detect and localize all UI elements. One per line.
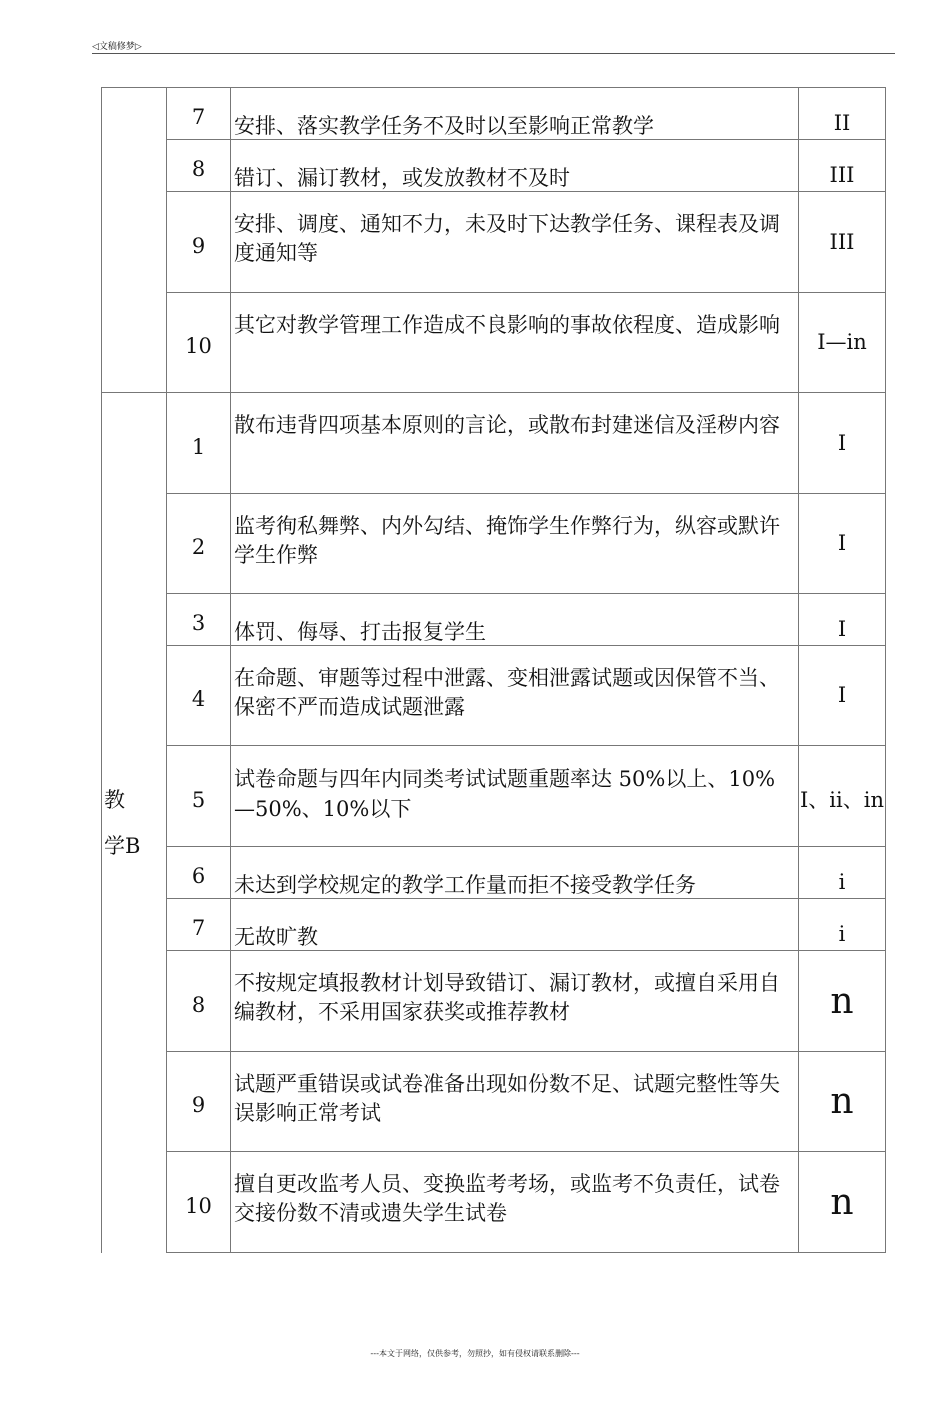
category-cell: 教学B: [102, 393, 167, 1253]
row-grade: n: [799, 1052, 886, 1152]
table-row: [102, 594, 886, 646]
row-grade: III: [799, 140, 886, 192]
row-number: 8: [167, 951, 231, 1052]
row-grade: i: [799, 847, 886, 899]
page-header: ◁文稿修梦▷: [92, 42, 142, 52]
row-grade: i: [799, 899, 886, 951]
row-number: 2: [167, 494, 231, 594]
row-grade: I: [799, 594, 886, 646]
row-description: 错订、漏订教材，或发放教材不及时: [231, 140, 799, 192]
row-description: 安排、落实教学任务不及时以至影响正常教学: [231, 88, 799, 140]
row-description: 监考徇私舞弊、内外勾结、掩饰学生作弊行为，纵容或默许学生作弊: [231, 494, 799, 594]
row-grade: n: [799, 1152, 886, 1253]
row-description: 其它对教学管理工作造成不良影响的事故依程度、造成影响: [231, 293, 799, 393]
table-row: [102, 1052, 886, 1152]
row-description: 散布违背四项基本原则的言论，或散布封建迷信及淫秽内容: [231, 393, 799, 494]
table-row: [102, 192, 886, 293]
row-number: 5: [167, 746, 231, 847]
row-description: 试题严重错误或试卷准备出现如份数不足、试题完整性等失误影响正常考试: [231, 1052, 799, 1152]
page-footer: ---本文于网络，仅供参考，勿照抄，如有侵权请联系删除---: [370, 1349, 580, 1358]
row-grade: I、ii、in: [799, 746, 886, 847]
row-number: 9: [167, 1052, 231, 1152]
row-number: 10: [167, 293, 231, 393]
row-description: 无故旷教: [231, 899, 799, 951]
row-description: 在命题、审题等过程中泄露、变相泄露试题或因保管不当、保密不严而造成试题泄露: [231, 646, 799, 746]
row-number: 10: [167, 1152, 231, 1253]
row-number: 1: [167, 393, 231, 494]
row-number: 4: [167, 646, 231, 746]
row-grade: II: [799, 88, 886, 140]
row-number: 8: [167, 140, 231, 192]
row-grade: I—in: [799, 293, 886, 393]
table-row: [102, 88, 886, 140]
row-grade: I: [799, 646, 886, 746]
table-row: [102, 847, 886, 899]
category-cell: [102, 88, 167, 393]
row-number: 3: [167, 594, 231, 646]
row-grade: I: [799, 494, 886, 594]
table-row: [102, 1152, 886, 1253]
row-description: 擅自更改监考人员、变换监考考场，或监考不负责任，试卷交接份数不清或遗失学生试卷: [231, 1152, 799, 1253]
row-number: 7: [167, 899, 231, 951]
row-grade: n: [799, 951, 886, 1052]
table-row: [102, 646, 886, 746]
table-row: [102, 494, 886, 594]
table-row: [102, 393, 886, 494]
table-row: [102, 899, 886, 951]
table-row: [102, 293, 886, 393]
incident-table: [101, 87, 886, 1253]
table-row: [102, 746, 886, 847]
header-rule: [92, 53, 895, 54]
row-number: 7: [167, 88, 231, 140]
row-grade: I: [799, 393, 886, 494]
row-description: 不按规定填报教材计划导致错订、漏订教材，或擅自采用自编教材，不采用国家获奖或推荐教材: [231, 951, 799, 1052]
row-description: 体罚、侮辱、打击报复学生: [231, 594, 799, 646]
row-description: 安排、调度、通知不力，未及时下达教学任务、课程表及调度通知等: [231, 192, 799, 293]
table-row: [102, 951, 886, 1052]
row-grade: III: [799, 192, 886, 293]
row-number: 6: [167, 847, 231, 899]
row-description: 试卷命题与四年内同类考试试题重题率达 50%以上、10%—50%、10%以下: [231, 746, 799, 847]
table-row: [102, 140, 886, 192]
row-description: 未达到学校规定的教学工作量而拒不接受教学任务: [231, 847, 799, 899]
row-number: 9: [167, 192, 231, 293]
